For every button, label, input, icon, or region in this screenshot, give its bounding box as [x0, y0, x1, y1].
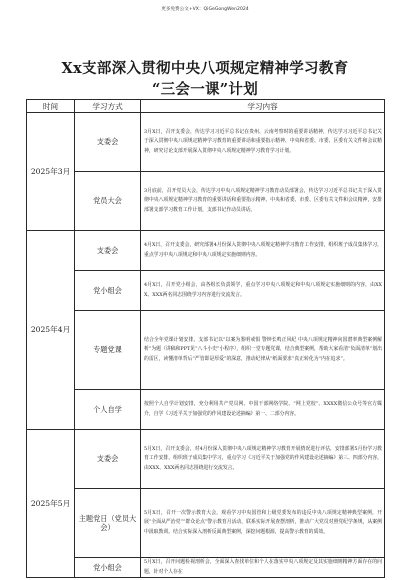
table-row: [27, 271, 385, 311]
table-row: [27, 489, 385, 558]
table-header-row: [27, 100, 385, 113]
content-cell: 3月X日，召开支委会，传达学习习近平总书记在贵州、云南考察时的重要讲话精神，传达学习习近平总书记关于深入贯彻中央八项规定精神学习教育的重要讲话和重要指示精神、中央和省委、市委、区委有关文件和会议精神，研究讨论支部开展深入贯彻中央八项规定精神学习教育学习计划。: [141, 113, 385, 172]
study-plan-table: [26, 99, 385, 578]
method-cell: 专题党课: [75, 311, 141, 390]
table-row: [27, 231, 385, 271]
method-cell: 党小组会: [75, 271, 141, 311]
content-cell: 按照个人自学计划安排，充分利用共产党员网、中国干部网络学院、“网上党校”、XXXX微信公众号等官方媒介，自学《习近平关于加强党的作风建设论述摘编》第一、二部分内容。: [141, 390, 385, 430]
table-row: [27, 311, 385, 390]
method-cell: 党员大会: [75, 172, 141, 231]
method-cell: 支委会: [75, 430, 141, 489]
method-cell: 支委会: [75, 113, 141, 172]
content-cell: 5月X日，召开支委会，对4月份深入贯彻中央八项规定精神学习教育开展情况进行评估，安排部署5月份学习教育工作安排，组织班子成员集中学习，重点学习《习近平关于加强党的作风建设论述摘编》第三、四部分内容，由XXX、XXX两名同志围绕进行交流发言。: [141, 430, 385, 489]
content-cell: 3月底前，召开党员大会，传达学习中央八项规定精神学习教育动员部署会，传达学习习近平总书记关于深入贯彻中央八项规定精神学习教育的重要讲话和重要指示精神、中央和省委、市委、区委有关文件和会议精神，安排部署支部学习教育工作计划，支部书记作动员讲话。: [141, 172, 385, 231]
document-title: Xx支部深入贯彻中央八项规定精神学习教育: [61, 60, 349, 77]
content-cell: 4月X日，召开支委会，研究部署4月份深入贯彻中央八项规定精神学习教育工作安排，组织班子成员集体学习，重点学习中央八项规定和中央八项规定实施细则内容。: [141, 231, 385, 271]
month-cell-march: 2025年3月: [27, 113, 75, 231]
table-row: [27, 172, 385, 231]
method-cell: 个人自学: [75, 390, 141, 430]
table-row: [27, 113, 385, 172]
column-header-method: 学习方式: [75, 100, 141, 113]
content-cell: 5月X日，召开一次警示教育大会，观看学习中央国管和上级党委发布的违反中央八项规定精神典型案例，开展“全面从严治党”“群众论点”警示教育月活动，联系实际开展查摆剖析，推动广大党员对照党纪学条规，从案例中汲取教训。结合实际深入剖析反面典型案例，深挖问题根源，提高警示教育的质效。: [141, 489, 385, 558]
content-cell: 结合全年党课计划安排，支部书记以“以案为鉴明戒惧 警钟长鸣正风纪 中央八项规定精神向国潜率典型案例解析”为题（讲稿和PPT见“八斗小史”小程序），组织一堂专题党课，结合典型案例，帮助大家看清“负面清单”划出的雷区，读懂清单背后“严管即是厚爱”的深意，推动纪律从“纸面要求”真正转化为“内在追求”。: [141, 311, 385, 390]
month-cell-may: 2025年5月: [27, 430, 75, 578]
method-cell: 党小组会: [75, 558, 141, 578]
column-header-content: 学习内容: [141, 100, 385, 113]
method-cell: 主题党日（党员大会）: [75, 489, 141, 558]
table-row: [27, 390, 385, 430]
table-row: [27, 558, 385, 578]
content-cell: 5月X日，召开问题检视剖析会，全面深入查找单位和个人在落实中央八项规定及其实施细则精神方面存在的问题，针对个人存在: [141, 558, 385, 578]
month-cell-april: 2025年4月: [27, 231, 75, 430]
table-row: [27, 430, 385, 489]
method-cell: 支委会: [75, 231, 141, 271]
document-subtitle: “三会一课”计划: [151, 81, 259, 98]
column-header-time: 时间: [27, 100, 75, 113]
content-cell: 4月X日，召开党小组会，由各组长负责领学，重点学习中央八项规定和中央八项规定实施细则的内容，由XXX、XXX两名同志围绕学习内容进行交流发言。: [141, 271, 385, 311]
header-note: 更多免费公文+VX：QiGeGongWen2024: [161, 7, 249, 12]
